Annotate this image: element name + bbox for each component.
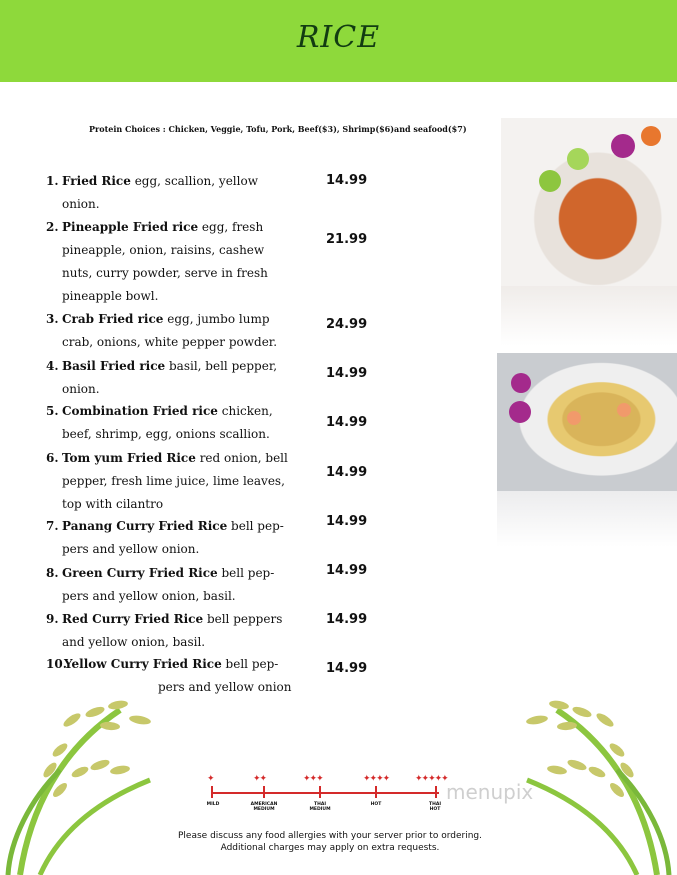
menu-item bbox=[46, 216, 296, 308]
item-name: Crab Fried rice bbox=[62, 312, 164, 326]
chili-icon: ✦ bbox=[207, 774, 214, 784]
item-price: 14.99 bbox=[326, 612, 368, 627]
item-description: bell pep-pers and yellow onion, basil. bbox=[62, 566, 275, 603]
orchid-garnish bbox=[509, 401, 531, 423]
spice-tick bbox=[375, 786, 377, 798]
spice-level-mild: MILD bbox=[206, 802, 220, 807]
item-name: Fried Rice bbox=[62, 174, 131, 188]
pineapple-fried-rice-photo bbox=[497, 353, 677, 491]
item-description: bell pep-pers and yellow onion. bbox=[62, 519, 284, 556]
watermark: menupix bbox=[446, 780, 534, 804]
spice-tick bbox=[211, 786, 213, 798]
item-price: 21.99 bbox=[326, 232, 368, 247]
allergy-note-line2: Additional charges may apply on extra requests. bbox=[220, 843, 440, 853]
item-price: 14.99 bbox=[326, 661, 368, 676]
item-description: red onion, bell pepper, fresh lime juice, lime leaves, top with cilantro bbox=[62, 451, 288, 511]
item-price: 14.99 bbox=[326, 173, 368, 188]
spice-tick bbox=[263, 786, 265, 798]
item-name: Tom yum Fried Rice bbox=[62, 451, 196, 465]
item-number: 2. bbox=[46, 220, 59, 234]
item-name: Yellow Curry Fried Rice bbox=[64, 657, 222, 671]
item-name: Basil Fried rice bbox=[62, 359, 166, 373]
item-description: chicken, beef, shrimp, egg, onions scallion. bbox=[62, 404, 273, 441]
item-description: bell peppers and yellow onion, basil. bbox=[62, 612, 283, 649]
item-number: 10. bbox=[46, 657, 67, 671]
spice-level-thai-medium: THAI MEDIUM bbox=[309, 802, 331, 812]
chili-icon: ✦✦✦✦✦ bbox=[415, 774, 448, 784]
pineapple-fried-rice-photo-reflection bbox=[497, 491, 677, 547]
spice-level-american-medium: AMERICAN MEDIUM bbox=[250, 802, 278, 812]
menu-item bbox=[46, 562, 296, 608]
item-number: 9. bbox=[46, 612, 59, 626]
shrimp bbox=[567, 411, 581, 425]
allergy-note-line1: Please discuss any food allergies with your server prior to ordering. bbox=[178, 831, 482, 841]
item-description: egg, jumbo lump crab, onions, white pepper powder. bbox=[62, 312, 278, 349]
fried-rice-photo bbox=[501, 118, 677, 286]
item-number: 3. bbox=[46, 312, 59, 326]
item-price: 24.99 bbox=[326, 317, 368, 332]
menu-item bbox=[46, 447, 296, 516]
spice-level-thai-hot: THAI HOT bbox=[429, 802, 441, 812]
lime-garnish bbox=[539, 170, 561, 192]
item-name: Red Curry Fried Rice bbox=[62, 612, 204, 626]
chili-icon: ✦✦✦ bbox=[303, 774, 323, 784]
item-name: Panang Curry Fried Rice bbox=[62, 519, 228, 533]
item-price: 14.99 bbox=[326, 415, 368, 430]
protein-choices: Protein Choices : Chicken, Veggie, Tofu, Pork, Beef($3), Shrimp($6)and seafood($7) bbox=[89, 124, 467, 134]
page-title: RICE bbox=[296, 20, 381, 55]
menu-item bbox=[46, 170, 296, 216]
item-name: Green Curry Fried Rice bbox=[62, 566, 218, 580]
lime-garnish bbox=[567, 148, 589, 170]
item-price: 14.99 bbox=[326, 514, 368, 529]
spice-tick bbox=[435, 786, 437, 798]
carrot-flower-garnish bbox=[641, 126, 661, 146]
menu-item bbox=[46, 308, 296, 354]
spice-scale-line bbox=[211, 792, 439, 794]
item-description: egg, fresh pineapple, onion, raisins, cashew nuts, curry powder, serve in fresh pineapple bowl. bbox=[62, 220, 268, 303]
item-description: basil, bell pepper, onion. bbox=[62, 359, 278, 396]
spice-level-hot: HOT bbox=[370, 802, 382, 807]
item-number: 7. bbox=[46, 519, 59, 533]
shrimp bbox=[617, 403, 631, 417]
item-number: 4. bbox=[46, 359, 59, 373]
menu-item bbox=[46, 515, 296, 561]
orchid-garnish bbox=[511, 373, 531, 393]
orchid-garnish bbox=[611, 134, 635, 158]
item-name: Combination Fried rice bbox=[62, 404, 218, 418]
item-price: 14.99 bbox=[326, 366, 368, 381]
allergy-note bbox=[100, 830, 560, 854]
item-number: 8. bbox=[46, 566, 59, 580]
spice-tick bbox=[319, 786, 321, 798]
item-number: 1. bbox=[46, 174, 59, 188]
fried-rice-photo-reflection bbox=[501, 286, 677, 346]
item-number: 6. bbox=[46, 451, 59, 465]
spice-level-scale bbox=[205, 770, 448, 820]
menu-item bbox=[46, 400, 296, 446]
item-description: bell pep- bbox=[221, 657, 279, 671]
item-number: 5. bbox=[46, 404, 59, 418]
chili-icon: ✦✦ bbox=[253, 774, 267, 784]
item-price: 14.99 bbox=[326, 465, 368, 480]
menu-item bbox=[46, 355, 296, 401]
menu-item bbox=[46, 608, 296, 654]
item-description: egg, scallion, yellow onion. bbox=[62, 174, 258, 211]
chili-icon: ✦✦✦✦ bbox=[363, 774, 390, 784]
item-price: 14.99 bbox=[326, 563, 368, 578]
item-name: Pineapple Fried rice bbox=[62, 220, 199, 234]
item-description-cont: pers and yellow onion bbox=[158, 680, 292, 694]
